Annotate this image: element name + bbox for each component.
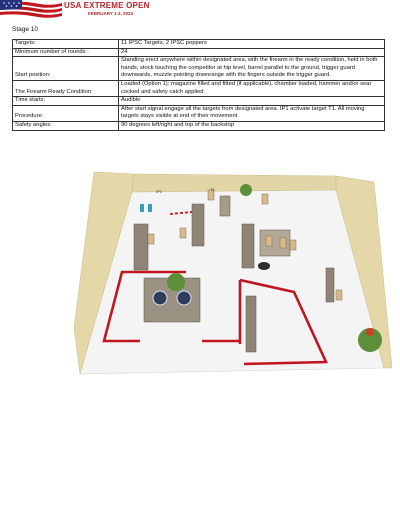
back-berm [132, 174, 336, 192]
stage-title: Stage 10 [12, 26, 39, 33]
plant-icon [366, 328, 374, 336]
target-icon [153, 291, 167, 305]
logo-brand-text: USA EXTREME OPEN [64, 1, 150, 10]
plant-icon [167, 273, 185, 291]
target-icon [290, 240, 296, 250]
row-label: Safety angles: [13, 121, 119, 130]
table-row [13, 121, 385, 130]
row-label: Procedure: [13, 105, 119, 121]
row-label: Minimum number of rounds : [13, 48, 119, 57]
row-label: Targets: [13, 40, 119, 49]
event-logo [0, 0, 150, 22]
table-row [13, 80, 385, 96]
flag-logo-icon [0, 0, 62, 20]
row-value: Standing erect anywhere within designated area, with the firearm in the ready condition, held in both hands, stock touching the competitor at hip level, barrel parallel to the ground, trigger guard downwards, muzzle pointing downrange with the fingers outside the trigger guard. [119, 57, 385, 81]
wall-panel [192, 204, 204, 246]
target-icon [266, 236, 272, 246]
row-value: Audible [119, 97, 385, 106]
target-icon [336, 290, 342, 300]
plant-icon [240, 184, 252, 196]
row-value: 24 [119, 48, 385, 57]
popper-icon [148, 204, 152, 212]
wall-panel [246, 296, 256, 352]
row-label: Time starts: [13, 97, 119, 106]
target-icon [148, 234, 154, 244]
wall-panel [326, 268, 334, 302]
target-icon [262, 194, 268, 204]
row-value: Loaded (Option 1): magazine filled and fitted (if applicable), chamber loaded, hammer and/or sear cocked and safety catch applied [119, 80, 385, 96]
logo-dates-text: FEBRUARY 1-3, 2024 [88, 11, 134, 16]
row-value: 90 degrees left/right and top of the backstop [119, 121, 385, 130]
target-icon [180, 228, 186, 238]
wall-panel [134, 224, 148, 270]
range-floor [80, 190, 384, 374]
label-ip1: IP1 [156, 189, 163, 194]
table-row [13, 105, 385, 121]
table-row [13, 57, 385, 81]
row-value: 11 IPSC Targets, 2 IPSC poppers [119, 40, 385, 49]
stage-diagram [74, 168, 392, 388]
barrel-icon [258, 262, 270, 270]
target-icon [177, 291, 191, 305]
wall-panel [220, 196, 230, 216]
row-label: The Firearm Ready Condition: [13, 80, 119, 96]
table-row [13, 97, 385, 106]
row-label: Start position: [13, 57, 119, 81]
target-icon [280, 238, 286, 248]
table-row [13, 40, 385, 49]
popper-icon [140, 204, 144, 212]
stage-info-table [12, 39, 385, 131]
row-value: After start signal engage all the targets from designated area. IP1 activate target T1. All moving targets stays visible at end of their movement [119, 105, 385, 121]
table-row [13, 48, 385, 57]
wall-panel [242, 224, 254, 268]
label-t1: T1 [210, 187, 215, 192]
